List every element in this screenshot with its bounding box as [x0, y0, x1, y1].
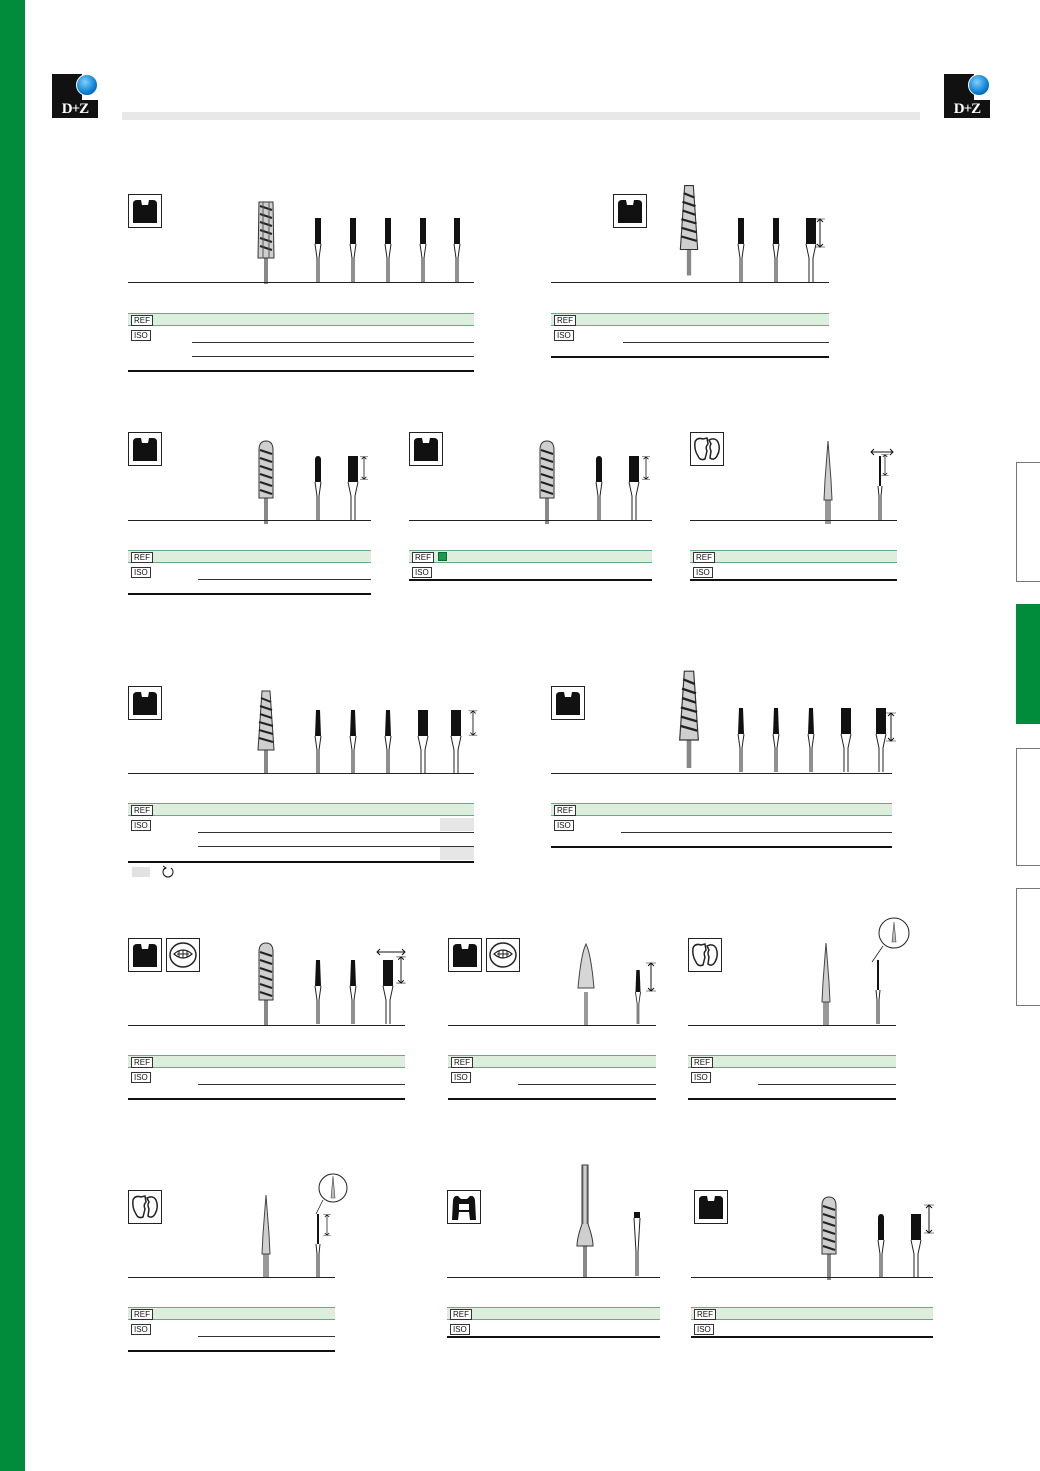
bur-image: [254, 1194, 278, 1278]
bur-image: [573, 1164, 597, 1278]
iso-label: ISO: [451, 1072, 471, 1083]
ref-label: REF: [131, 1309, 153, 1320]
size-silhouette: [451, 218, 463, 282]
baseline: [447, 1277, 660, 1278]
size-silhouette: [347, 218, 359, 282]
size-silhouette: [382, 218, 394, 282]
availability-marker: [438, 552, 447, 561]
bur-image: [535, 440, 559, 524]
baseline: [448, 1025, 656, 1026]
cavity-icon: [128, 686, 162, 720]
bur-image: [814, 942, 838, 1026]
rotation-icon: [161, 865, 175, 879]
dimension-arrow: [646, 960, 656, 994]
cavity-icon: [128, 938, 162, 972]
dimension-arrow-h: [376, 948, 406, 956]
dimension-arrow: [886, 708, 896, 746]
cavity-icon: [128, 194, 162, 228]
iso-label: ISO: [694, 1324, 714, 1335]
size-silhouette: [347, 710, 359, 774]
bur-image: [574, 942, 598, 1026]
detail-zoom-circle: [317, 1172, 349, 1204]
ref-label: REF: [131, 315, 153, 326]
iso-label: ISO: [693, 567, 713, 578]
brand-logo-right: D+Z: [944, 74, 990, 120]
baseline: [551, 282, 829, 283]
iso-label: ISO: [554, 820, 574, 831]
dimension-arrow: [468, 710, 478, 736]
size-silhouette: [909, 1214, 923, 1278]
ref-label: REF: [131, 805, 153, 816]
ref-label: REF: [693, 552, 715, 563]
legend-gray-cell: [132, 867, 150, 877]
ref-label: REF: [450, 1309, 472, 1320]
baseline: [128, 773, 474, 774]
ref-label: REF: [131, 1057, 153, 1068]
iso-label: ISO: [450, 1324, 470, 1335]
tooth-split-icon: [690, 432, 724, 466]
baseline: [690, 520, 897, 521]
size-silhouette: [312, 960, 324, 1024]
dimension-arrow-h: [870, 448, 894, 456]
iso-label: ISO: [131, 330, 151, 341]
size-silhouette: [735, 708, 747, 772]
bur-image: [254, 942, 278, 1026]
section-tab-4[interactable]: [1016, 888, 1040, 1006]
ref-label: REF: [554, 315, 576, 326]
header-rule: [122, 112, 920, 120]
baseline: [688, 1025, 896, 1026]
cavity-icon: [613, 194, 647, 228]
shaded-cell: [440, 818, 474, 831]
size-silhouette: [631, 1212, 643, 1276]
tooth-split-icon: [128, 1190, 162, 1224]
dimension-arrow: [359, 456, 369, 480]
cavity-icon: [694, 1190, 728, 1224]
bur-image: [676, 176, 702, 284]
brand-logo-left: D+Z: [52, 74, 98, 120]
size-silhouette: [805, 708, 817, 772]
size-silhouette: [839, 708, 853, 772]
iso-label: ISO: [691, 1072, 711, 1083]
size-silhouette: [346, 456, 360, 520]
size-silhouette: [416, 710, 430, 774]
dimension-arrow: [924, 1204, 934, 1234]
iso-label: ISO: [412, 567, 432, 578]
size-silhouette: [770, 708, 782, 772]
size-silhouette: [417, 218, 429, 282]
section-tab-1[interactable]: [1016, 462, 1040, 582]
ref-label: REF: [451, 1057, 473, 1068]
mouth-icon: [486, 938, 520, 972]
bur-image: [254, 200, 278, 284]
size-silhouette: [872, 960, 884, 1024]
size-silhouette: [627, 456, 641, 520]
size-silhouette: [381, 960, 395, 1024]
detail-zoom-circle: [877, 916, 911, 950]
size-silhouette: [312, 218, 324, 282]
ref-label: REF: [691, 1057, 713, 1068]
iso-label: ISO: [131, 1072, 151, 1083]
bur-image: [254, 440, 278, 524]
baseline: [128, 1277, 335, 1278]
size-silhouette: [382, 710, 394, 774]
cavity-icon: [448, 938, 482, 972]
bur-image: [254, 690, 278, 774]
ref-label: REF: [694, 1309, 716, 1320]
size-silhouette: [312, 710, 324, 774]
size-silhouette: [735, 218, 747, 282]
ref-label: REF: [412, 552, 434, 563]
tooth-split-icon: [688, 938, 722, 972]
bur-image: [817, 1196, 841, 1280]
iso-label: ISO: [131, 820, 151, 831]
molar-icon: [447, 1190, 481, 1224]
iso-label: ISO: [131, 567, 151, 578]
side-color-bar: [0, 0, 25, 1471]
size-silhouette: [770, 218, 782, 282]
iso-label: ISO: [131, 1324, 151, 1335]
size-silhouette: [449, 710, 463, 774]
shaded-cell: [440, 847, 474, 860]
bur-image: [675, 664, 703, 774]
dimension-arrow: [815, 218, 825, 248]
baseline: [128, 520, 371, 521]
dimension-arrow: [322, 1214, 332, 1236]
size-silhouette: [312, 456, 324, 520]
size-silhouette: [632, 970, 644, 1024]
cavity-icon: [128, 432, 162, 466]
ref-label: REF: [131, 552, 153, 563]
baseline: [128, 1025, 405, 1026]
baseline: [551, 773, 892, 774]
ref-label: REF: [554, 805, 576, 816]
dimension-arrow: [396, 956, 406, 984]
baseline: [128, 282, 474, 283]
size-silhouette: [347, 960, 359, 1024]
section-tab-3[interactable]: [1016, 748, 1040, 866]
size-silhouette: [875, 1214, 887, 1278]
size-silhouette: [593, 456, 605, 520]
cavity-icon: [551, 686, 585, 720]
dimension-arrow: [641, 456, 651, 480]
section-tab-2-active[interactable]: [1016, 604, 1040, 724]
baseline: [409, 520, 652, 521]
cavity-icon: [409, 432, 443, 466]
iso-label: ISO: [554, 330, 574, 341]
baseline: [691, 1277, 933, 1278]
dimension-arrow: [880, 454, 890, 476]
bur-image: [816, 440, 840, 524]
mouth-icon: [166, 938, 200, 972]
